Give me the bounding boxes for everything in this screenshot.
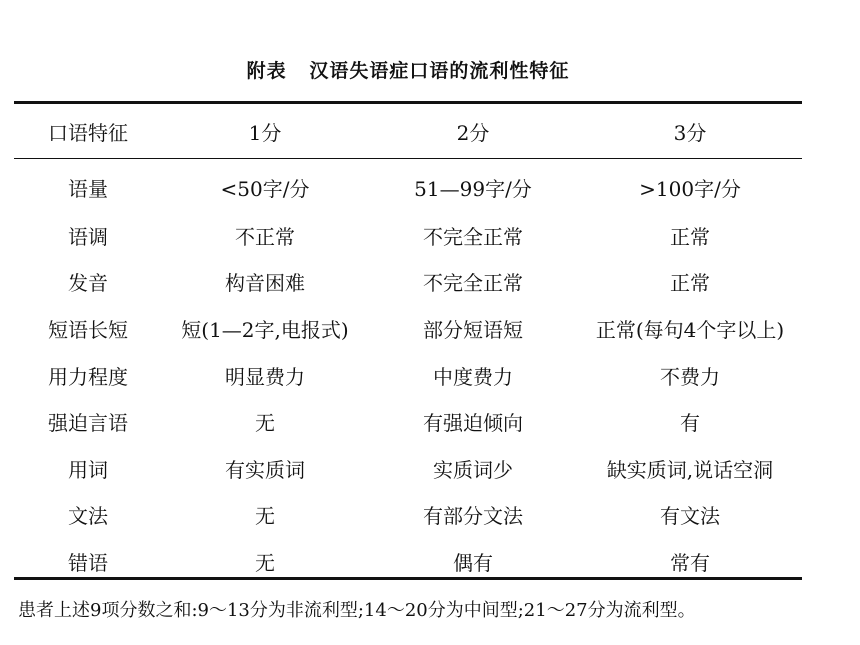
row-score-1: <50字/分 — [220, 176, 310, 201]
row-feature: 文法 — [68, 504, 108, 529]
header-score-1: 1分 — [248, 120, 282, 145]
table-title: 附表 汉语失语症口语的流利性特征 — [246, 60, 570, 82]
header-row — [14, 104, 802, 158]
header-score-3: 3分 — [673, 120, 707, 145]
row-score-1: 短(1—2字,电报式) — [181, 317, 349, 342]
row-score-2: 部分短语短 — [423, 317, 523, 342]
table-row — [14, 158, 802, 212]
header-feature: 口语特征 — [48, 120, 128, 145]
row-score-3: 正常(每句4个字以上) — [595, 317, 785, 342]
table-row — [14, 445, 802, 492]
row-feature: 用词 — [68, 457, 108, 482]
row-feature: 语调 — [68, 224, 108, 249]
row-score-3: 有 — [680, 411, 700, 436]
row-score-2: 中度费力 — [433, 364, 513, 389]
table-row — [14, 492, 802, 539]
table-body — [14, 158, 802, 585]
row-score-1: 不正常 — [235, 224, 295, 249]
table-row — [14, 352, 802, 399]
row-score-2: 有强迫倾向 — [423, 411, 523, 436]
row-score-3: 不费力 — [660, 364, 720, 389]
row-score-2: 实质词少 — [433, 457, 513, 482]
row-score-1: 构音困难 — [225, 271, 305, 296]
footnote: 患者上述9项分数之和:9～13分为非流利型;14～20分为中间型;21～27分为流利型。 — [18, 600, 696, 621]
row-score-3: 有文法 — [660, 504, 720, 529]
table-row — [14, 538, 802, 585]
row-score-3: 正常 — [670, 271, 710, 296]
row-score-2: 51—99字/分 — [414, 176, 532, 201]
row-score-2: 有部分文法 — [423, 504, 523, 529]
table-row — [14, 259, 802, 306]
row-feature: 错语 — [68, 550, 108, 575]
row-score-1: 无 — [255, 550, 275, 575]
table-row — [14, 305, 802, 352]
row-score-3: 常有 — [670, 550, 710, 575]
row-score-3: 缺实质词,说话空洞 — [606, 457, 774, 482]
row-feature: 语量 — [68, 176, 108, 201]
row-feature: 短语长短 — [48, 317, 128, 342]
row-score-1: 明显费力 — [225, 364, 305, 389]
header-score-2: 2分 — [456, 120, 490, 145]
row-score-3: >100字/分 — [639, 176, 741, 201]
row-score-2: 不完全正常 — [423, 224, 523, 249]
row-feature: 用力程度 — [48, 364, 128, 389]
row-score-2: 不完全正常 — [423, 271, 523, 296]
row-feature: 发音 — [68, 271, 108, 296]
row-score-1: 有实质词 — [225, 457, 305, 482]
row-score-2: 偶有 — [453, 550, 493, 575]
row-score-1: 无 — [255, 504, 275, 529]
row-score-1: 无 — [255, 411, 275, 436]
table-row — [14, 212, 802, 259]
fluency-table — [14, 104, 802, 585]
table-row — [14, 398, 802, 445]
row-score-3: 正常 — [670, 224, 710, 249]
row-feature: 强迫言语 — [48, 411, 128, 436]
